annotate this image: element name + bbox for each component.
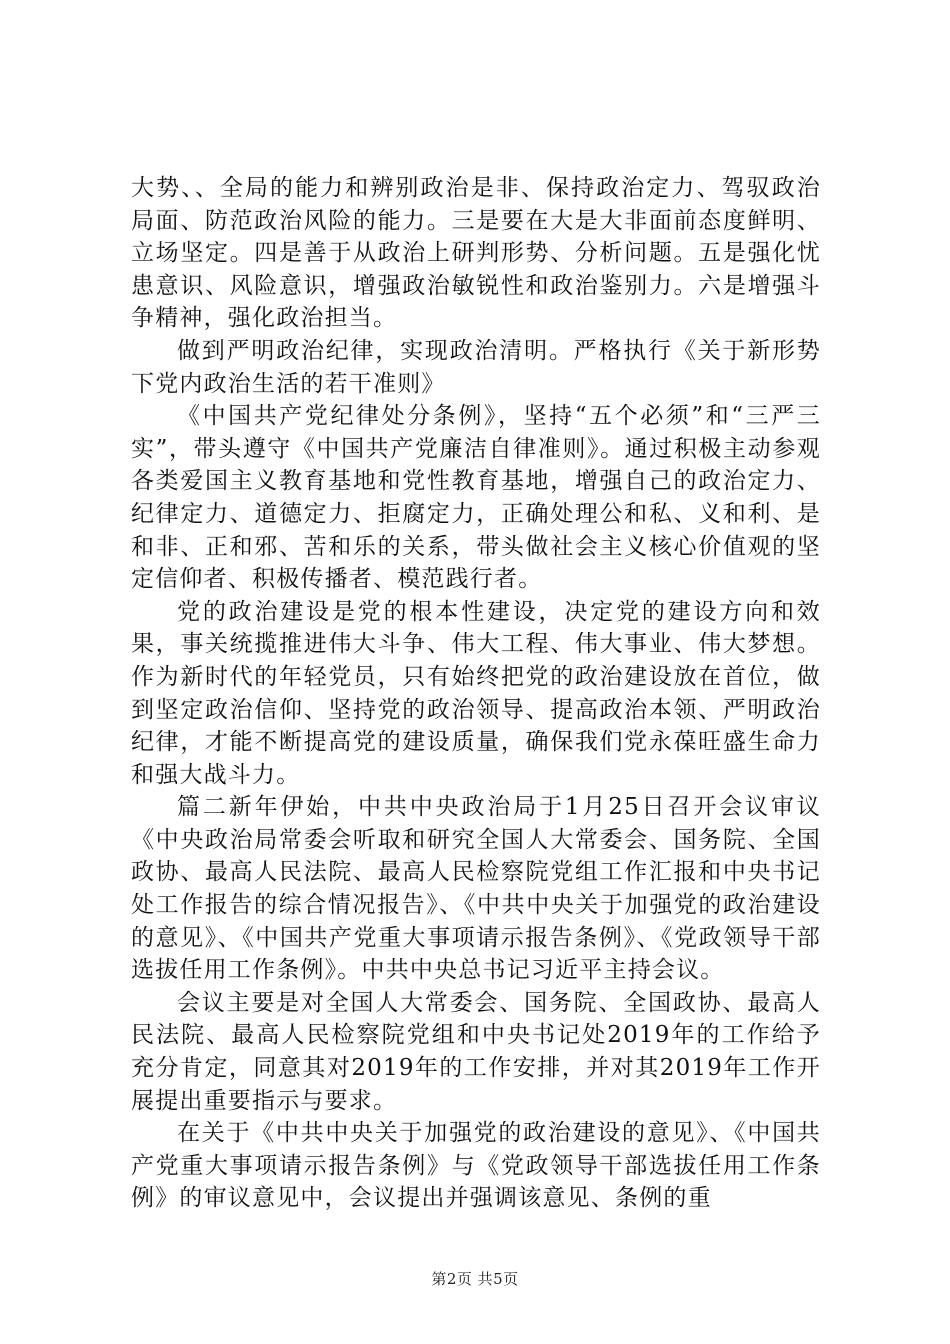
- paragraph: 做到严明政治纪律，实现政治清明。严格执行《关于新形势下党内政治生活的若干准则》: [131, 337, 821, 397]
- document-body: [131, 172, 821, 1215]
- paragraph: 在关于《中共中央关于加强党的政治建设的意见》、《中国共产党重大事项请示报告条例》与《党政领导干部选拔任用工作条例》的审议意见中，会议提出并强调该意见、条例的重: [131, 1120, 821, 1212]
- page-number-footer: 第2页 共5页: [431, 1270, 519, 1288]
- paragraph: 《中国共产党纪律处分条例》，坚持“五个必须”和“三严三实”，带头遵守《中国共产党廉洁自律准则》。通过积极主动参观各类爱国主义教育基地和党性教育基地，增强自己的政治定力、纪律定力、道德定力、拒腐定力，正确处理公和私、义和利、是和非、正和邪、苦和乐的关系，带头做社会主义核心价值观的坚定信仰者、积极传播者、模范践行者。: [131, 403, 821, 593]
- paragraph: 大势、、全局的能力和辨别政治是非、保持政治定力、驾驭政治局面、防范政治风险的能力。三是要在大是大非面前态度鲜明、立场坚定。四是善于从政治上研判形势、分析问题。五是强化忧患意识、风险意识，增强政治敏锐性和政治鉴别力。六是增强斗争精神，强化政治担当。: [131, 175, 821, 332]
- paragraph: 会议主要是对全国人大常委会、国务院、全国政协、最高人民法院、最高人民检察院党组和中央书记处2019年的工作给予充分肯定，同意其对2019年的工作安排，并对其2019年工作开展提出重要指示与要求。: [131, 989, 821, 1114]
- paragraph: 党的政治建设是党的根本性建设，决定党的建设方向和效果，事关统揽推进伟大斗争、伟大工程、伟大事业、伟大梦想。作为新时代的年轻党员，只有始终把党的政治建设放在首位，做到坚定政治信仰、坚持党的政治领导、提高政治本领、严明政治纪律，才能不断提高党的建设质量，确保我们党永葆旺盛生命力和强大战斗力。: [131, 598, 821, 788]
- paragraph: 篇二新年伊始，中共中央政治局于1月25日召开会议审议《中央政治局常委会听取和研究全国人大常委会、国务院、全国政协、最高人民法院、最高人民检察院党组工作汇报和中央书记处工作报告的综合情况报告》、《中共中央关于加强党的政治建设的意见》、《中国共产党重大事项请示报告条例》、《党政领导干部选拔任用工作条例》。中共中央总书记习近平主持会议。: [131, 794, 821, 984]
